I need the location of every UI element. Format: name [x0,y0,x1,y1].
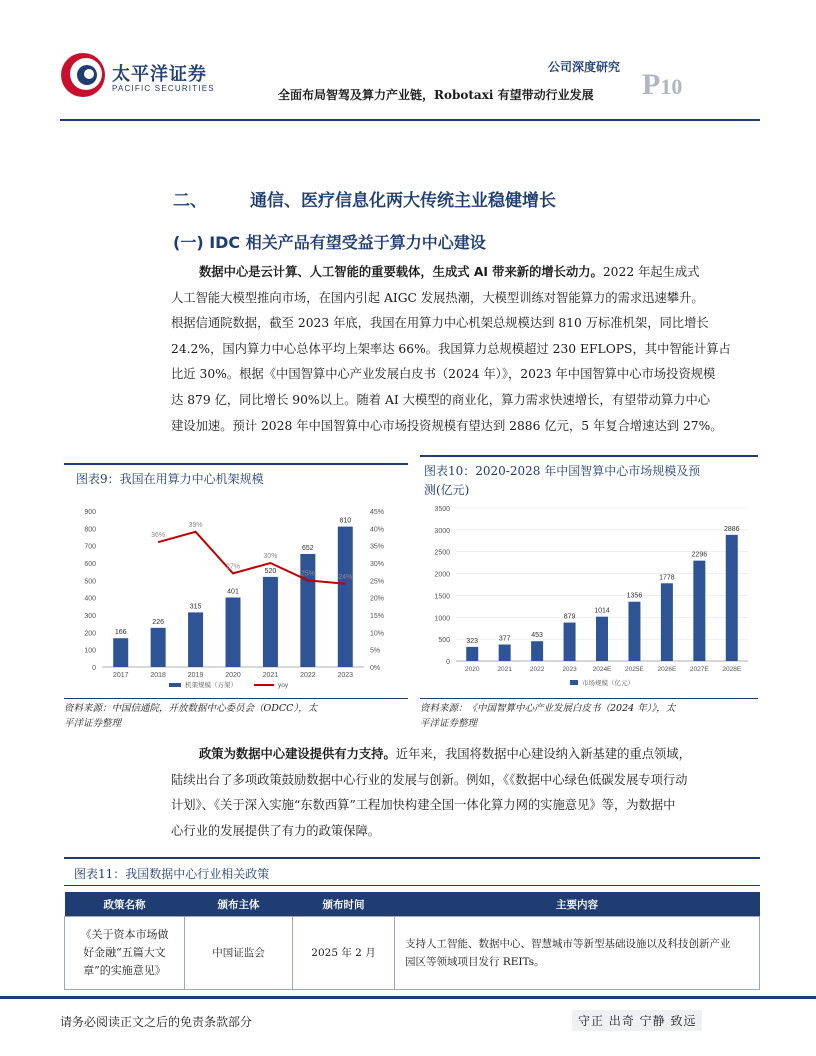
content-cell: 支持人工智能、数据中心、智慧城市等新型基础设施以及科技创新产业 园区等领域项目发行 REITs。 [395,917,760,990]
y-tick-label: 3500 [434,506,450,513]
y-tick-label: 1000 [434,615,450,623]
y2-tick-label: 25% [370,578,385,586]
bar-value-label: 377 [498,635,511,643]
bar [531,641,543,661]
x-tick-label: 2018 [150,672,166,679]
bar [338,527,353,667]
report-type: 公司深度研究 [548,60,621,74]
x-tick-label: 2028E [722,666,742,673]
bar [113,638,128,667]
date-cell: 2025 年 2 月 [293,917,395,990]
col-header-content: 主要内容 [395,892,760,917]
y2-tick-label: 20% [370,595,385,603]
y2-tick-label: 40% [370,526,385,534]
y2-tick-label: 10% [370,630,385,638]
figure-9-title: 图表9：我国在用算力中心机架规模 [76,472,264,486]
bar-value-label: 166 [114,629,127,637]
logo-mark-icon [58,50,108,100]
paragraph-1-line: 人工智能大模型推向市场，在国内引起 AIGC 发展热潮，大模型训练对智能算力的需求迅速攀升。 [171,290,704,305]
legend-bar-swatch [169,683,181,687]
bar-value-label: 879 [563,613,576,621]
figure-9 [64,463,408,695]
figure-10-title: 图表10：2020-2028 年中国智算中心市场规模及预 测(亿元) [424,464,701,497]
paragraph-1-line: 根据信通院数据，截至 2023 年底，我国在用算力中心机架总规模达到 810 万标准机架，同比增长 [171,316,709,331]
bar [661,583,673,661]
subsection-title: (一) IDC 相关产品有望受益于算力中心建设 [173,233,486,252]
bar [466,647,478,661]
paragraph-2-line: 陆续出台了多项政策鼓励数据中心行业的发展与创新。例如，《《数据中心绿色低碳发展专项行动 [171,772,688,787]
paragraph-1-line: 数据中心是云计算、人工智能的重要载体，生成式 AI 带来新的增长动力。2022 年起生成式 [199,265,700,279]
brand-name-en: PACIFIC SECURITIES [112,84,215,93]
y2-tick-label: 0% [370,665,381,672]
x-tick-label: 2019 [187,672,204,679]
bar-value-label: 2886 [723,525,740,533]
x-tick-label: 2020 [225,672,241,679]
page-number-value: 10 [660,74,683,99]
market-scale-chart [420,500,758,695]
bar [564,623,576,661]
x-tick-label: 2023 [337,672,354,679]
bar [499,645,511,661]
col-header-date: 颁布时间 [293,892,395,917]
bar-value-label: 1014 [594,607,610,615]
y-tick-label: 500 [438,637,450,645]
footer-motto: 守正 出奇 宁静 致远 [572,1010,702,1031]
y-tick-label: 900 [84,509,96,516]
bar-value-label: 1356 [626,592,643,600]
col-header-issuer: 颁布主体 [185,892,293,917]
issuer-cell: 中国证监会 [185,917,293,990]
y2-tick-label: 35% [370,543,385,551]
bar [263,577,278,667]
paragraph-2 [171,742,771,844]
paragraph-2-line: 政策为数据中心建设提供有力支持。近年来，我国将数据中心建设纳入新基建的重点领域， [199,747,691,761]
policy-table [64,892,760,990]
y-tick-label: 0 [446,659,450,666]
yoy-label: 39% [188,521,203,529]
y2-tick-label: 30% [370,561,385,568]
bar-value-label: 810 [339,517,352,525]
legend-bar-label: 机架规模（万架） [185,682,237,689]
y-tick-label: 1500 [434,593,450,601]
brand-name-cn: 太平洋证券 [112,64,207,85]
bar-value-label: 2296 [691,551,708,559]
table-11-title: 图表11：我国数据中心行业相关政策 [74,867,270,881]
bar-value-label: 1778 [659,574,675,582]
y2-tick-label: 15% [370,613,385,620]
bar [693,561,705,661]
x-tick-label: 2021 [497,666,512,673]
y-tick-label: 2000 [434,571,450,579]
y-tick-label: 200 [84,630,96,638]
x-tick-label: 2021 [262,672,279,679]
x-tick-label: 2027E [689,666,709,673]
rack-scale-chart [64,495,408,695]
paragraph-2-line: 计划》、《关于深入实施“东数西算”工程加快构建全国一体化算力网的实施意见》等，为数据中 [171,798,676,813]
footer-disclaimer: 请务必阅读正文之后的免责条款部分 [60,1015,253,1029]
x-tick-label: 2022 [300,672,316,679]
bar-value-label: 401 [227,588,239,596]
y-tick-label: 2500 [434,549,450,557]
paragraph-1-line: 比近 30%。根据《中国智算中心产业发展白皮书（2024 年）》，2023 年中国智算中心市场投资规模 [171,367,716,382]
y2-tick-label: 45% [370,509,385,516]
footer-divider [0,996,816,999]
yoy-label: 30% [263,553,278,560]
yoy-label: 24% [338,573,353,581]
table-row [65,917,760,990]
header-divider [60,119,760,121]
x-tick-label: 2023 [562,666,577,673]
y-tick-label: 100 [84,647,96,655]
paragraph-1-line: 24.2%，国内算力中心总体平均上架率达 66%。我国算力总规模超过 230 EFLOPS，其中智能计算占 [171,341,731,356]
y-tick-label: 700 [84,543,96,551]
yoy-line [158,532,345,584]
y2-tick-label: 5% [370,647,381,655]
bar-value-label: 323 [466,637,479,645]
x-tick-label: 2020 [464,666,480,673]
legend-bar-label: 市场规模（亿元） [582,680,634,687]
bar [151,628,166,667]
yoy-label: 27% [225,563,241,571]
figure-9-source: 资料来源：中国信通院，开放数据中心委员会（ODCC），太 平洋证券整理 [64,698,408,731]
bar-value-label: 226 [152,618,164,626]
table-11-header [64,857,760,886]
paragraph-1-lead: 数据中心是云计算、人工智能的重要载体，生成式 AI 带来新的增长动力。 [199,265,603,279]
table-header-row [65,892,760,917]
section-number: 二、 [173,191,207,211]
x-tick-label: 2025E [625,666,644,673]
x-tick-label: 2026E [657,666,677,673]
y-tick-label: 300 [84,613,96,620]
page-number [642,68,682,102]
bar-value-label: 315 [189,603,202,611]
legend-bar-swatch [570,680,578,685]
yoy-label: 25% [300,570,315,578]
bar [226,597,241,667]
paragraph-1-line: 达 879 亿，同比增长 90%以上。随着 AI 大模型的商业化，算力需求快速增长，有望带动算力中心 [171,392,711,407]
policy-name-cell: 《关于资本市场做 好金融“五篇大文 章”的实施意见》 [65,917,185,990]
y-tick-label: 400 [84,595,96,603]
yoy-label: 36% [151,532,166,540]
x-tick-label: 2017 [112,672,129,679]
page-prefix: P [642,68,661,101]
y-tick-label: 0 [92,665,96,672]
bar-value-label: 652 [302,544,314,552]
y-tick-label: 800 [84,526,96,534]
col-header-name: 政策名称 [65,892,185,917]
y-tick-label: 500 [84,578,96,586]
x-tick-label: 2022 [529,666,545,673]
x-tick-label: 2024E [592,666,612,673]
bar [188,612,203,667]
legend-line-label: yoy [278,682,289,689]
bar [596,617,608,661]
paragraph-2-line: 心行业的发展提供了有力的政策保障。 [171,823,381,838]
paragraph-1 [171,260,771,439]
bar-value-label: 453 [531,632,543,640]
bar-value-label: 520 [264,567,277,575]
report-subtitle: 全面布局智驾及算力产业链，Robotaxi 有望带动行业发展 [278,88,594,102]
bar [628,602,640,661]
paragraph-1-line: 建设加速。预计 2028 年中国智算中心市场投资规模有望达到 2886 亿元，5 年复合增速达到 27%。 [171,418,723,433]
bar [726,535,738,661]
figure-10 [420,455,758,695]
section-title: 通信、医疗信息化两大传统主业稳健增长 [250,191,556,211]
logo [58,50,108,100]
figure-10-source: 资料来源：《中国智算中心产业发展白皮书（2024 年）》，太 平洋证券整理 [420,698,758,731]
paragraph-2-lead: 政策为数据中心建设提供有力支持。 [199,747,396,761]
y-tick-label: 600 [84,561,96,568]
y-tick-label: 3000 [434,527,450,535]
